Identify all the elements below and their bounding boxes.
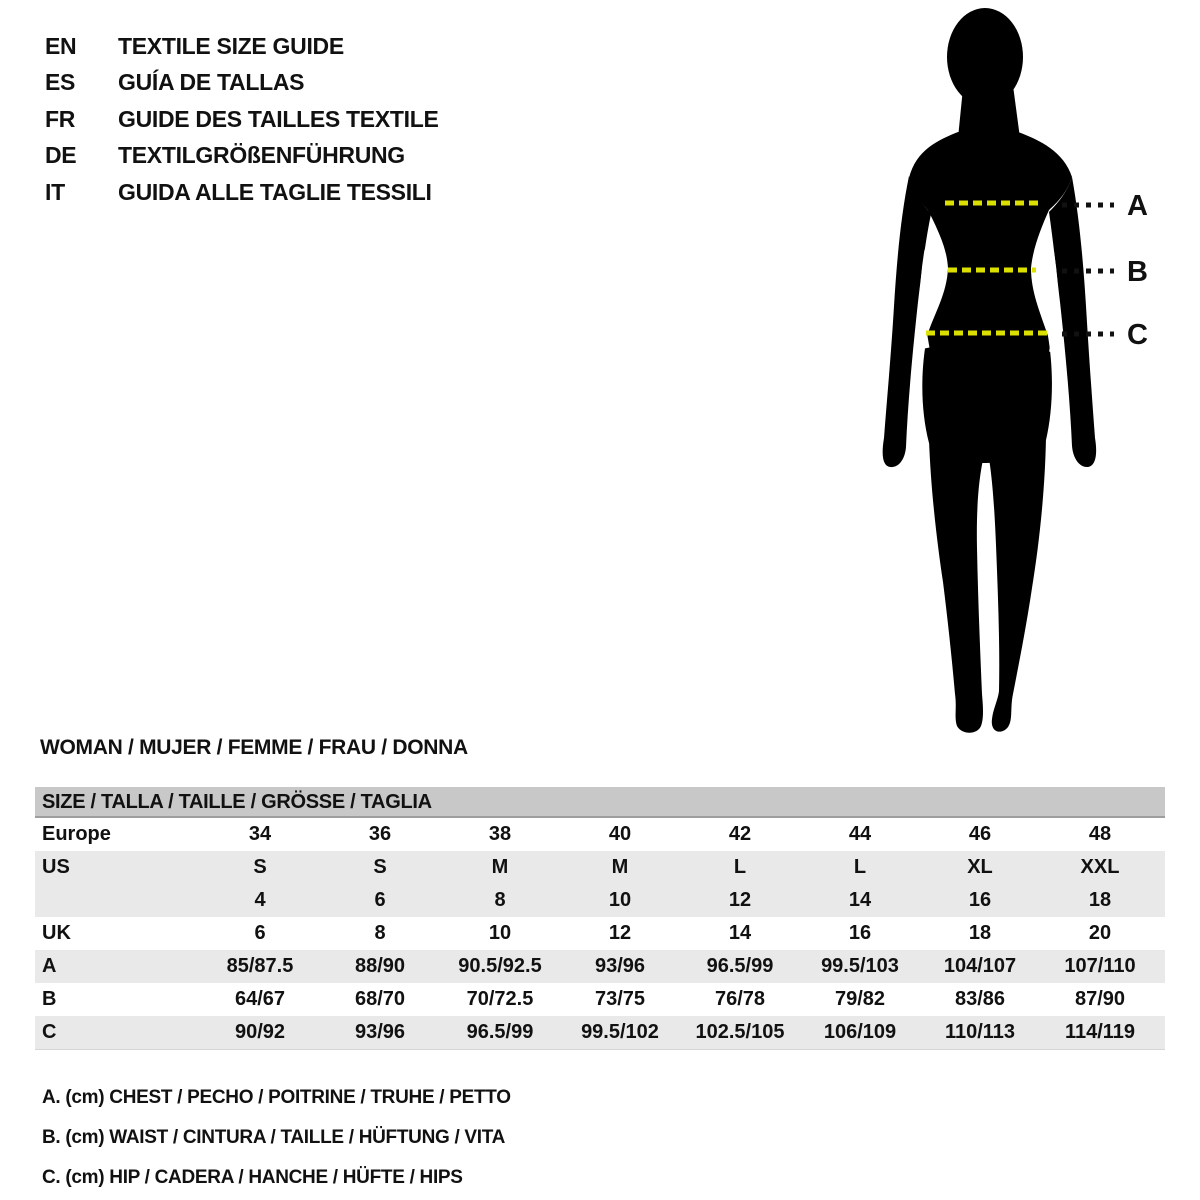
size-cell: M: [611, 856, 629, 878]
size-cell: 93/96: [594, 955, 646, 977]
size-cell: 10: [488, 922, 512, 944]
size-cell: 44: [848, 823, 872, 845]
marker-label-b: B: [1127, 256, 1148, 288]
woman-silhouette-figure: [850, 0, 1200, 740]
size-cell: XL: [967, 856, 993, 878]
size-cell: 73/75: [594, 988, 646, 1010]
size-cell: 85/87.5: [226, 955, 294, 977]
size-cell: S: [373, 856, 387, 878]
silhouette-right-leg: [987, 437, 1046, 732]
size-table-header: SIZE / TALLA / TAILLE / GRÖSSE / TAGLIA: [35, 787, 1165, 818]
language-code: IT: [45, 178, 65, 205]
silhouette-left-leg: [929, 440, 986, 733]
row-label: Europe: [42, 823, 111, 845]
size-cell: 38: [488, 823, 512, 845]
size-cell: 12: [728, 889, 752, 911]
table-row: [35, 818, 1165, 851]
size-cell: 16: [848, 922, 872, 944]
size-cell: 90/92: [234, 1021, 286, 1043]
language-code: EN: [45, 32, 77, 59]
size-cell: 88/90: [354, 955, 406, 977]
language-title: GUIDA ALLE TAGLIE TESSILI: [118, 178, 432, 205]
size-cell: 18: [1088, 889, 1112, 911]
table-row: [35, 983, 1165, 1016]
language-row: [45, 65, 439, 102]
language-title: GUÍA DE TALLAS: [118, 69, 305, 96]
legend-item: A. (cm) CHEST / PECHO / POITRINE / TRUHE / PETTO: [42, 1087, 511, 1108]
size-cell: 20: [1088, 922, 1112, 944]
language-row: [45, 28, 439, 65]
size-cell: 93/96: [354, 1021, 406, 1043]
language-code: FR: [45, 105, 76, 132]
size-cell: S: [253, 856, 267, 878]
legend-item: C. (cm) HIP / CADERA / HANCHE / HÜFTE / HIPS: [42, 1167, 463, 1188]
size-cell: L: [733, 856, 747, 878]
size-cell: 42: [728, 823, 752, 845]
table-row: [35, 950, 1165, 983]
row-label: UK: [42, 922, 71, 944]
legend-item: B. (cm) WAIST / CINTURA / TAILLE / HÜFTUNG / VITA: [42, 1127, 506, 1148]
size-cell: 96.5/99: [706, 955, 774, 977]
silhouette-torso: [909, 132, 1072, 463]
size-cell: 83/86: [954, 988, 1006, 1010]
marker-label-a: A: [1127, 190, 1148, 222]
size-cell: XXL: [1080, 856, 1120, 878]
size-cell: 106/109: [823, 1021, 897, 1043]
measurement-legend: [42, 1078, 511, 1198]
size-cell: 70/72.5: [466, 988, 534, 1010]
size-cell: 18: [968, 922, 992, 944]
language-title: GUIDE DES TAILLES TEXTILE: [118, 105, 439, 132]
size-cell: 40: [608, 823, 632, 845]
language-title: TEXTILE SIZE GUIDE: [118, 32, 344, 59]
language-row: [45, 138, 439, 175]
section-title: WOMAN / MUJER / FEMME / FRAU / DONNA: [40, 736, 468, 759]
size-cell: 46: [968, 823, 992, 845]
table-row: [35, 917, 1165, 950]
size-cell: 6: [374, 889, 386, 911]
size-cell: L: [853, 856, 867, 878]
table-row: [35, 884, 1165, 917]
size-cell: 68/70: [354, 988, 406, 1010]
size-cell: 110/113: [944, 1021, 1016, 1043]
size-cell: 107/110: [1064, 955, 1136, 977]
size-cell: 96.5/99: [466, 1021, 534, 1043]
size-cell: 16: [968, 889, 992, 911]
size-cell: 87/90: [1074, 988, 1126, 1010]
size-cell: 8: [494, 889, 506, 911]
size-cell: 90.5/92.5: [458, 955, 542, 977]
size-cell: 99.5/102: [581, 1021, 659, 1043]
size-cell: 64/67: [234, 988, 286, 1010]
size-cell: 104/107: [943, 955, 1017, 977]
language-code: DE: [45, 142, 77, 169]
size-cell: 79/82: [834, 988, 886, 1010]
size-cell: M: [491, 856, 509, 878]
size-cell: 8: [374, 922, 386, 944]
table-row: [35, 1016, 1165, 1049]
size-cell: 4: [254, 889, 266, 911]
row-label: US: [42, 856, 70, 878]
size-table: [35, 787, 1165, 1050]
size-cell: 48: [1088, 823, 1112, 845]
size-cell: 114/119: [1064, 1021, 1136, 1043]
size-table-body: [35, 818, 1165, 1049]
language-code: ES: [45, 69, 76, 96]
size-cell: 36: [368, 823, 392, 845]
size-cell: 34: [248, 823, 272, 845]
size-cell: 14: [728, 922, 752, 944]
size-cell: 10: [608, 889, 632, 911]
silhouette-neck: [958, 78, 1020, 138]
row-label: A: [42, 955, 57, 977]
language-row: [45, 101, 439, 138]
size-cell: 76/78: [714, 988, 766, 1010]
size-cell: 6: [254, 922, 266, 944]
size-cell: 14: [848, 889, 872, 911]
size-cell: 12: [608, 922, 632, 944]
silhouette: [883, 8, 1096, 733]
arm-torso-gap-right: [1051, 252, 1056, 352]
table-row: [35, 851, 1165, 884]
size-cell: 102.5/105: [695, 1021, 785, 1043]
language-title: TEXTILGRÖßENFÜHRUNG: [118, 142, 405, 169]
size-cell: 99.5/103: [821, 955, 899, 977]
row-label: B: [42, 988, 57, 1010]
language-row: [45, 174, 439, 211]
language-list: [45, 28, 439, 211]
row-label: C: [42, 1021, 57, 1043]
marker-label-c: C: [1127, 319, 1148, 351]
